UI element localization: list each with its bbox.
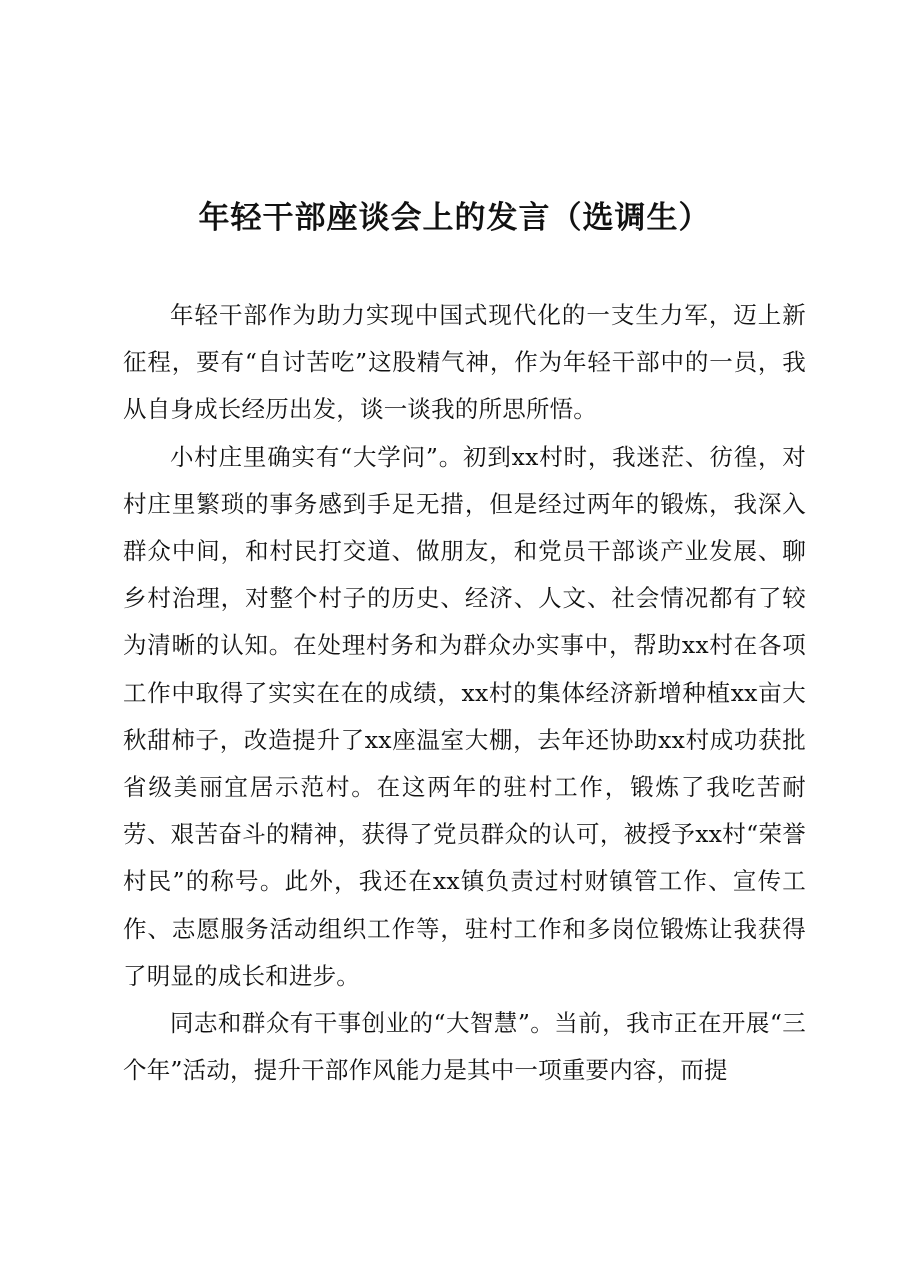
paragraph-village-work: 小村庄里确实有“大学问”。初到xx村时，我迷茫、彷徨，对村庄里繁琐的事务感到手足无措，但是经过两年的锻炼，我深入群众中间，和村民打交道、做朋友，和党员干部谈产业发展、聊乡村治理，对整个村子的历史、经济、人文、社会情况都有了较为清晰的认知。在处理村务和为群众办实事中，帮助xx村在各项工作中取得了实实在在的成绩，xx村的集体经济新增种植xx亩大秋甜柿子，改造提升了xx座温室大棚，去年还协助xx村成功获批省级美丽宜居示范村。在这两年的驻村工作，锻炼了我吃苦耐劳、艰苦奋斗的精神，获得了党员群众的认可，被授予xx村“荣誉村民”的称号。此外，我还在xx镇负责过村财镇管工作、宣传工作、志愿服务活动组织工作等，驻村工作和多岗位锻炼让我获得了明显的成长和进步。: [123, 442, 806, 990]
paragraph-intro: 年轻干部作为助力实现中国式现代化的一支生力军，迈上新征程，要有“自讨苦吃”这股精气神，作为年轻干部中的一员，我从自身成长经历出发，谈一谈我的所思所悟。: [123, 301, 806, 424]
document-body: [123, 292, 806, 1094]
document-title: 年轻干部座谈会上的发言（选调生）: [198, 200, 711, 236]
paragraph-wisdom: 同志和群众有干事创业的“大智慧”。当前，我市正在开展“三个年”活动，提升干部作风能力是其中一项重要内容，而提: [123, 1009, 806, 1085]
